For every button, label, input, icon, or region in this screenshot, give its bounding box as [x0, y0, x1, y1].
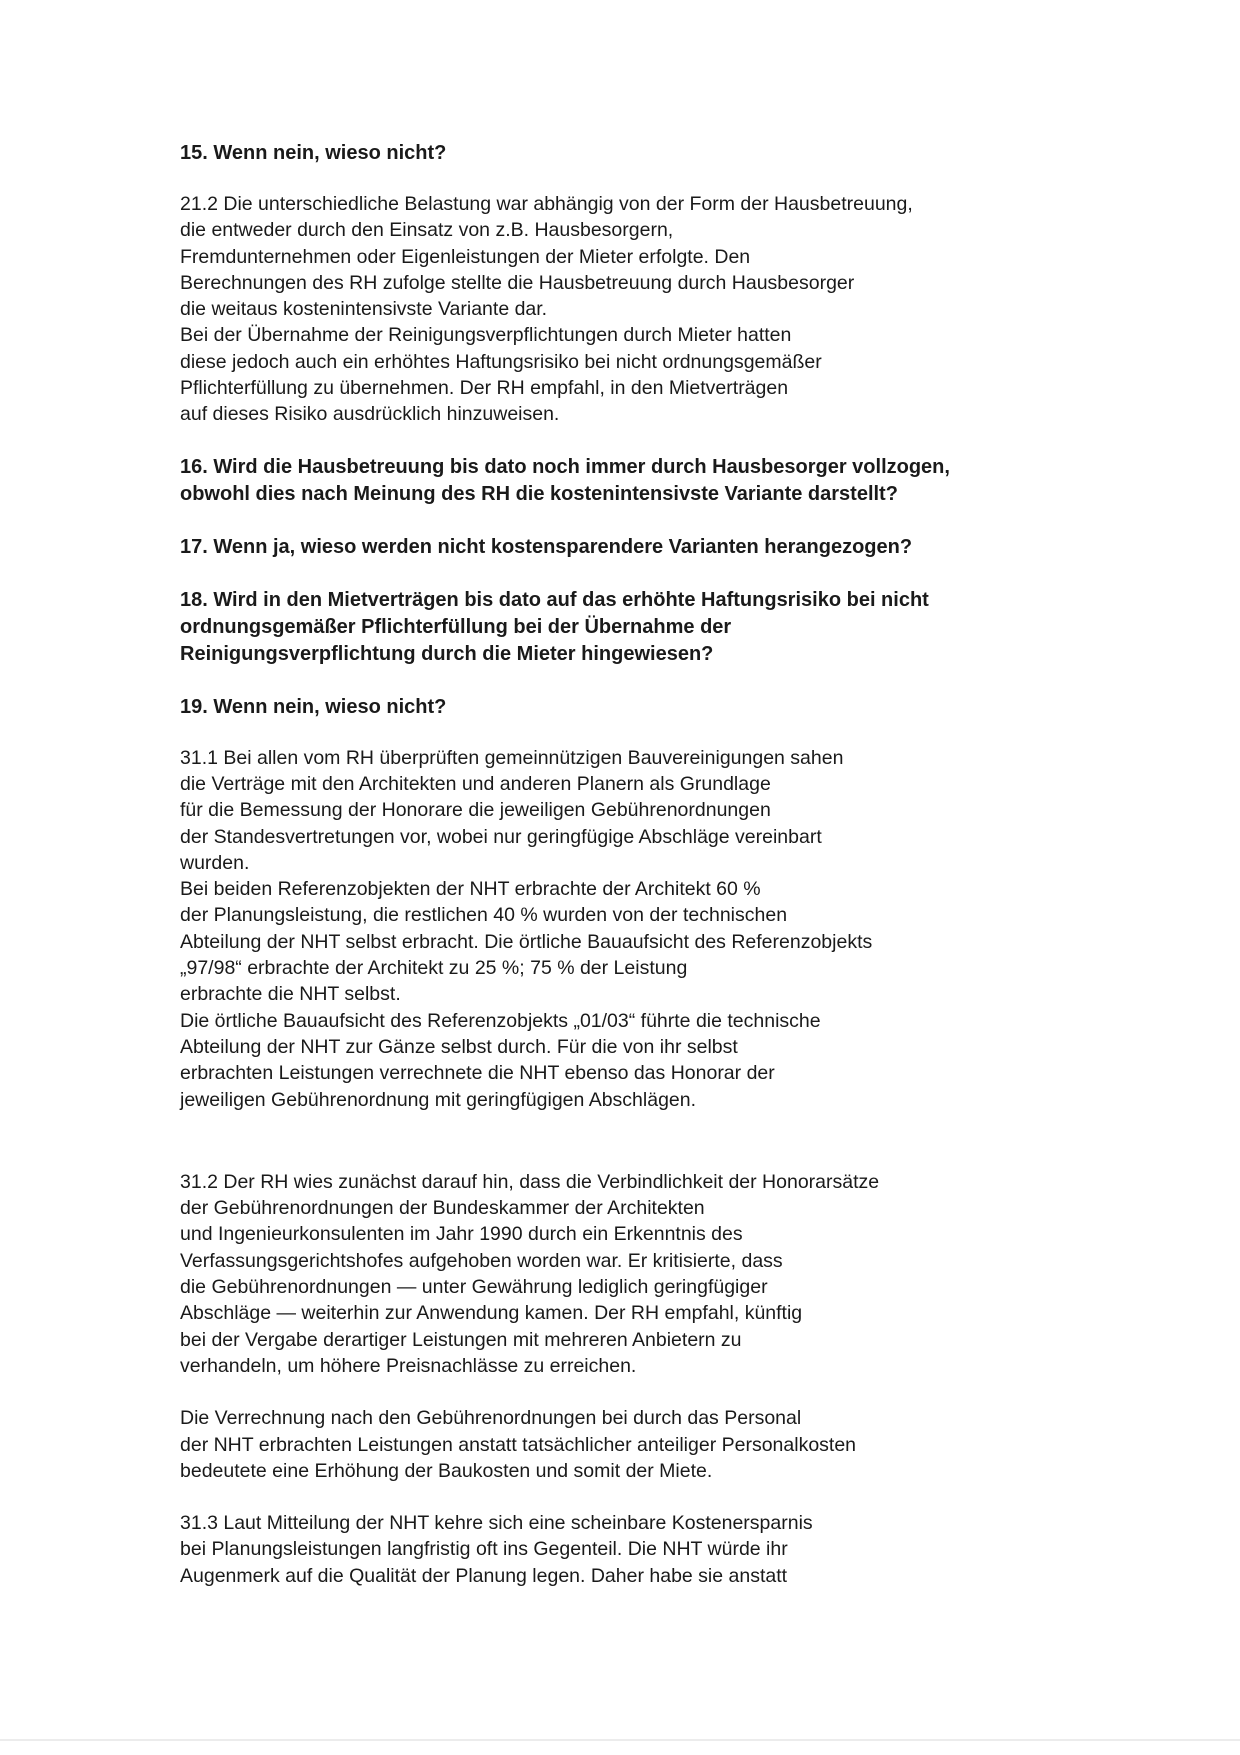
paragraph-line: Abteilung der NHT zur Gänze selbst durch. Für die von ihr selbst [180, 1035, 738, 1058]
question-line: Reinigungsverpflichtung durch die Mieter hingewiesen? [180, 642, 714, 665]
spacer [180, 167, 1080, 191]
paragraph-line: der NHT erbrachten Leistungen anstatt tatsächlicher anteiliger Personalkosten [180, 1433, 857, 1456]
paragraph-line: der Planungsleistung, die restlichen 40 % wurden von der technischen [180, 904, 788, 927]
page-content [180, 140, 1080, 1589]
paragraph-line: der Standesvertretungen vor, wobei nur geringfügige Abschläge vereinbart [180, 825, 822, 848]
question-line: 15. Wenn nein, wieso nicht? [180, 142, 447, 164]
spacer [180, 721, 1080, 745]
question-line: obwohl dies nach Meinung des RH die kostenintensivste Variante darstellt? [180, 482, 898, 505]
paragraph-line: auf dieses Risiko ausdrücklich hinzuweisen. [180, 403, 560, 426]
paragraph-line: verhandeln, um höhere Preisnachlässe zu erreichen. [180, 1354, 637, 1377]
paragraph-line: Verfassungsgerichtshofes aufgehoben worden war. Er kritisierte, dass [180, 1249, 783, 1272]
spacer [180, 668, 1080, 694]
paragraph-line: jeweiligen Gebührenordnung mit geringfügigen Abschlägen. [180, 1088, 697, 1111]
paragraph-line: „97/98“ erbrachte der Architekt zu 25 %; 75 % der Leistung [180, 957, 688, 980]
paragraph-line: Bei beiden Referenzobjekten der NHT erbrachte der Architekt 60 % [180, 878, 761, 901]
paragraph-line: Pflichterfüllung zu übernehmen. Der RH empfahl, in den Mietverträgen [180, 377, 789, 400]
paragraph-line: Abteilung der NHT selbst erbracht. Die örtliche Bauaufsicht des Referenzobjekts [180, 930, 873, 953]
paragraph-line: erbrachten Leistungen verrechnete die NHT ebenso das Honorar der [180, 1062, 775, 1085]
paragraph-line: erbrachte die NHT selbst. [180, 983, 401, 1006]
spacer [180, 1113, 1080, 1169]
spacer [180, 1484, 1080, 1510]
paragraph-line: Abschläge — weiterhin zur Anwendung kamen. Der RH empfahl, künftig [180, 1302, 803, 1325]
question-19 [180, 694, 1080, 721]
paragraph-31-3 [180, 1510, 1080, 1589]
question-16 [180, 454, 1080, 508]
paragraph-31-2-continued [180, 1405, 1080, 1484]
paragraph-line: und Ingenieurkonsulenten im Jahr 1990 durch ein Erkenntnis des [180, 1223, 743, 1246]
spacer [180, 561, 1080, 587]
spacer [180, 1379, 1080, 1405]
paragraph-21-2 [180, 191, 1080, 428]
question-17 [180, 534, 1080, 561]
question-line: ordnungsgemäßer Pflichterfüllung bei der Übernahme der [180, 615, 732, 638]
paragraph-line: Die örtliche Bauaufsicht des Referenzobjekts „01/03“ führte die technische [180, 1009, 821, 1032]
paragraph-line: Die Verrechnung nach den Gebührenordnungen bei durch das Personal [180, 1407, 802, 1430]
paragraph-line: Fremdunternehmen oder Eigenleistungen der Mieter erfolgte. Den [180, 245, 751, 268]
paragraph-line: Berechnungen des RH zufolge stellte die Hausbetreuung durch Hausbesorger [180, 271, 855, 294]
paragraph-31-1 [180, 745, 1080, 1113]
paragraph-line: die Gebührenordnungen — unter Gewährung lediglich geringfügiger [180, 1276, 768, 1299]
question-line: 19. Wenn nein, wieso nicht? [180, 695, 447, 718]
question-line: 17. Wenn ja, wieso werden nicht kostensparendere Varianten herangezogen? [180, 535, 913, 558]
paragraph-line: 31.2 Der RH wies zunächst darauf hin, dass die Verbindlichkeit der Honorarsätze [180, 1170, 880, 1193]
paragraph-line: bei der Vergabe derartiger Leistungen mit mehreren Anbietern zu [180, 1328, 742, 1351]
spacer [180, 428, 1080, 454]
scan-edge-line [0, 1739, 1240, 1741]
question-line: 16. Wird die Hausbetreuung bis dato noch immer durch Hausbesorger vollzogen, [180, 455, 950, 478]
paragraph-line: der Gebührenordnungen der Bundeskammer der Architekten [180, 1197, 705, 1220]
spacer [180, 508, 1080, 534]
question-15 [180, 140, 1080, 167]
paragraph-line: die entweder durch den Einsatz von z.B. Hausbesorgern, [180, 219, 674, 242]
paragraph-line: Bei der Übernahme der Reinigungsverpflichtungen durch Mieter hatten [180, 324, 792, 347]
paragraph-line: für die Bemessung der Honorare die jeweiligen Gebührenordnungen [180, 799, 771, 822]
paragraph-line: 31.1 Bei allen vom RH überprüften gemeinnützigen Bauvereinigungen sahen [180, 746, 844, 769]
paragraph-line: bedeutete eine Erhöhung der Baukosten und somit der Miete. [180, 1459, 713, 1482]
paragraph-31-2 [180, 1169, 1080, 1379]
question-18 [180, 587, 1080, 668]
question-line: 18. Wird in den Mietverträgen bis dato auf das erhöhte Haftungsrisiko bei nicht [180, 588, 929, 611]
paragraph-line: 31.3 Laut Mitteilung der NHT kehre sich eine scheinbare Kostenersparnis [180, 1512, 813, 1535]
paragraph-line: bei Planungsleistungen langfristig oft ins Gegenteil. Die NHT würde ihr [180, 1538, 788, 1561]
paragraph-line: diese jedoch auch ein erhöhtes Haftungsrisiko bei nicht ordnungsgemäßer [180, 350, 822, 373]
paragraph-line: die Verträge mit den Architekten und anderen Planern als Grundlage [180, 772, 771, 795]
paragraph-line: Augenmerk auf die Qualität der Planung legen. Daher habe sie anstatt [180, 1564, 788, 1587]
paragraph-line: die weitaus kostenintensivste Variante dar. [180, 298, 548, 321]
paragraph-line: 21.2 Die unterschiedliche Belastung war abhängig von der Form der Hausbetreuung, [180, 193, 913, 215]
paragraph-line: wurden. [180, 851, 250, 874]
